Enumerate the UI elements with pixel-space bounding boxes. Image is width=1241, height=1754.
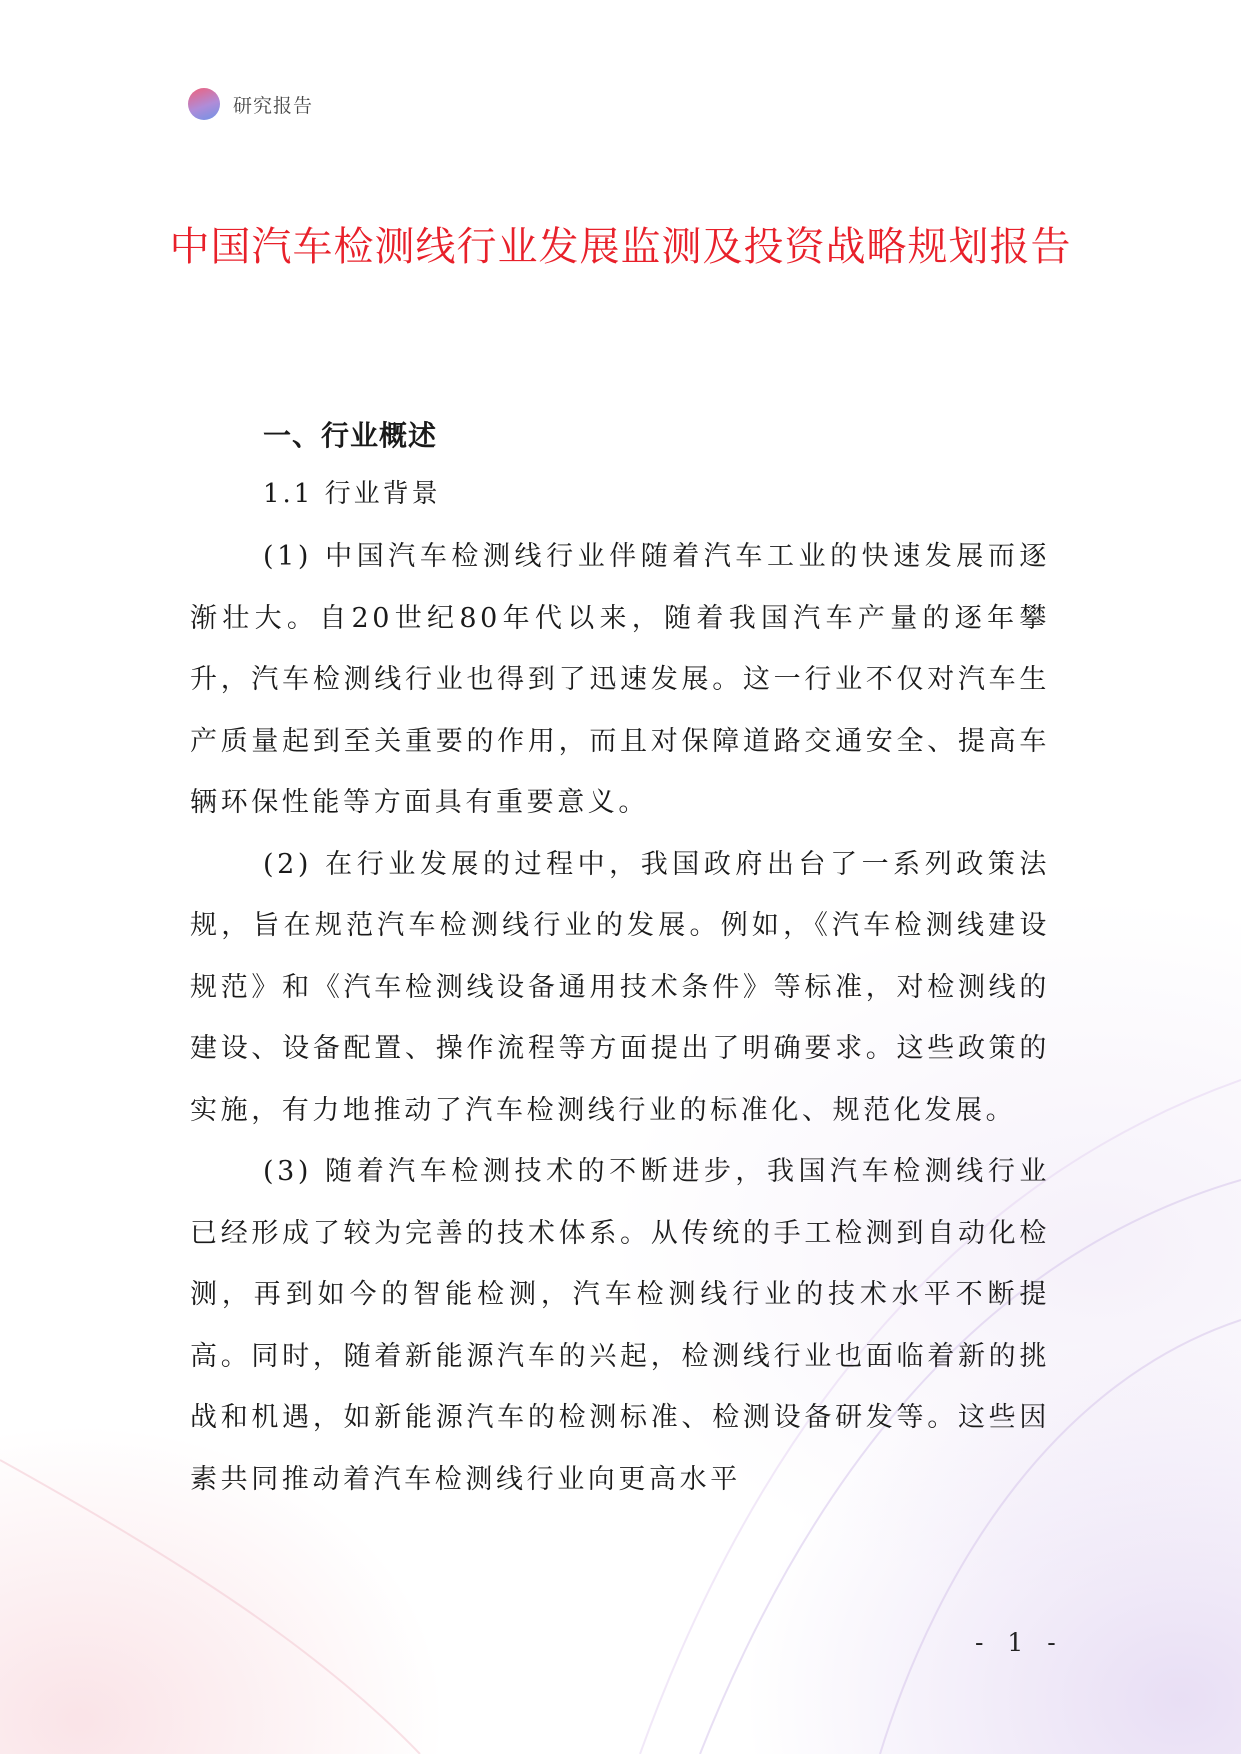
header-label: 研究报告	[233, 94, 314, 117]
document-title: 中国汽车检测线行业发展监测及投资战略规划报告	[169, 224, 1072, 270]
report-header	[188, 88, 313, 120]
paragraph: (3) 随着汽车检测技术的不断进步，我国汽车检测线行业已经形成了较为完善的技术体系。从传统的手工检测到自动化检测，再到如今的智能检测，汽车检测线行业的技术水平不断提高。同时，随着新能源汽车的兴起，检测线行业也面临着新的挑战和机遇，如新能源汽车的检测标准、检测设备研发等。这些因素共同推动着汽车检测线行业向更高水平	[190, 1156, 1050, 1495]
paragraph: (1) 中国汽车检测线行业伴随着汽车工业的快速发展而逐渐壮大。自20世纪80年代以来，随着我国汽车产量的逐年攀升，汽车检测线行业也得到了迅速发展。这一行业不仅对汽车生产质量起到至关重要的作用，而且对保障道路交通安全、提高车辆环保性能等方面具有重要意义。	[190, 541, 1050, 818]
paragraph: (2) 在行业发展的过程中，我国政府出台了一系列政策法规，旨在规范汽车检测线行业的发展。例如，《汽车检测线建设规范》和《汽车检测线设备通用技术条件》等标准，对检测线的建设、设备配置、操作流程等方面提出了明确要求。这些政策的实施，有力地推动了汽车检测线行业的标准化、规范化发展。	[190, 848, 1050, 1126]
page-number: - 1 -	[975, 1628, 1064, 1657]
brand-logo-icon	[188, 88, 220, 120]
document-body	[190, 410, 1050, 1510]
subsection-heading: 1.1 行业背景	[263, 479, 441, 509]
section-heading: 一、行业概述	[263, 419, 438, 452]
